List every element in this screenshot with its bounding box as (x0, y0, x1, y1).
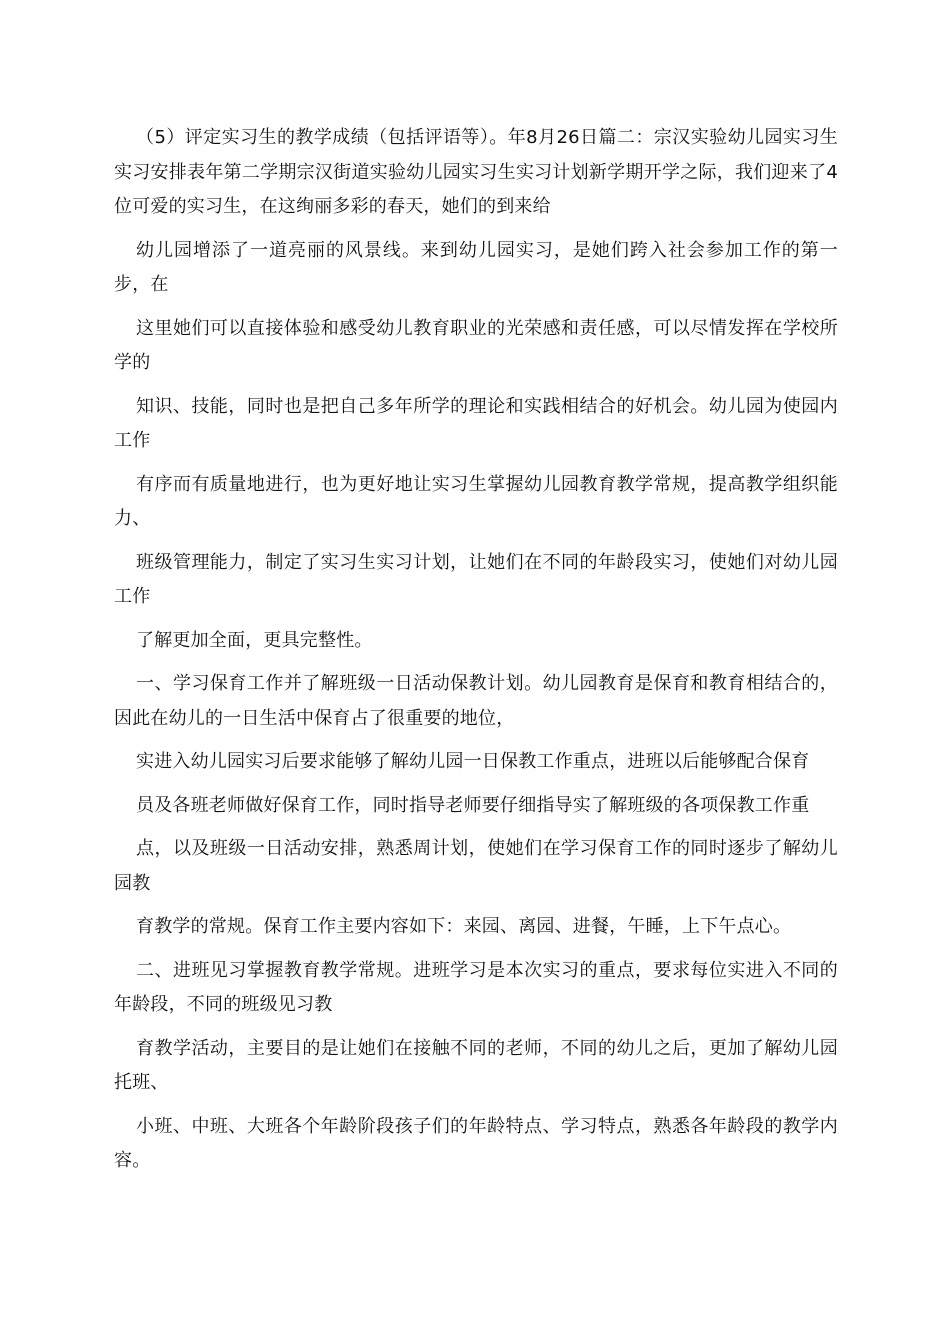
paragraph: 小班、中班、大班各个年龄阶段孩子们的年龄特点、学习特点，熟悉各年龄段的教学内容。 (114, 1115, 838, 1171)
paragraph: 幼儿园增添了一道亮丽的风景线。来到幼儿园实习，是她们跨入社会参加工作的第一步，在 (114, 239, 838, 295)
paragraph: 班级管理能力，制定了实习生实习计划，让她们在不同的年龄段实习，使她们对幼儿园工作 (114, 551, 838, 607)
paragraph: 知识、技能，同时也是把自己多年所学的理论和实践相结合的好机会。幼儿园为使园内工作 (114, 395, 838, 451)
paragraph: 二、进班见习掌握教育教学常规。进班学习是本次实习的重点，要求每位实进入不同的年龄段，不同的班级见习教 (114, 959, 838, 1015)
paragraph: 这里她们可以直接体验和感受幼儿教育职业的光荣感和责任感，可以尽情发挥在学校所学的 (114, 317, 838, 373)
paragraph: 点，以及班级一日活动安排，熟悉周计划，使她们在学习保育工作的同时逐步了解幼儿园教 (114, 838, 838, 894)
paragraph: 有序而有质量地进行，也为更好地让实习生掌握幼儿园教育教学常规，提高教学组织能力、 (114, 473, 838, 529)
paragraph: 员及各班老师做好保育工作，同时指导老师要仔细指导实了解班级的各项保教工作重 (136, 794, 810, 816)
document-body (114, 121, 838, 1188)
paragraph: 一、学习保育工作并了解班级一日活动保教计划。幼儿园教育是保育和教育相结合的，因此在幼儿的一日生活中保育占了很重要的地位， (114, 673, 838, 729)
paragraph: 了解更加全面，更具完整性。 (136, 629, 373, 651)
paragraph: （5）评定实习生的教学成绩（包括评语等）。年8月26日篇二：宗汉实验幼儿园实习生实习安排表年第二学期宗汉街道实验幼儿园实习生实习计划新学期开学之际，我们迎来了4位可爱的实习生，在这绚丽多彩的春天，她们的到来给 (114, 127, 838, 217)
paragraph: 育教学活动，主要目的是让她们在接触不同的老师，不同的幼儿之后，更加了解幼儿园托班、 (114, 1037, 838, 1093)
paragraph: 育教学的常规。保育工作主要内容如下：来园、离园、进餐，午睡，上下午点心。 (136, 916, 792, 937)
paragraph: 实进入幼儿园实习后要求能够了解幼儿园一日保教工作重点，进班以后能够配合保育 (136, 751, 810, 772)
